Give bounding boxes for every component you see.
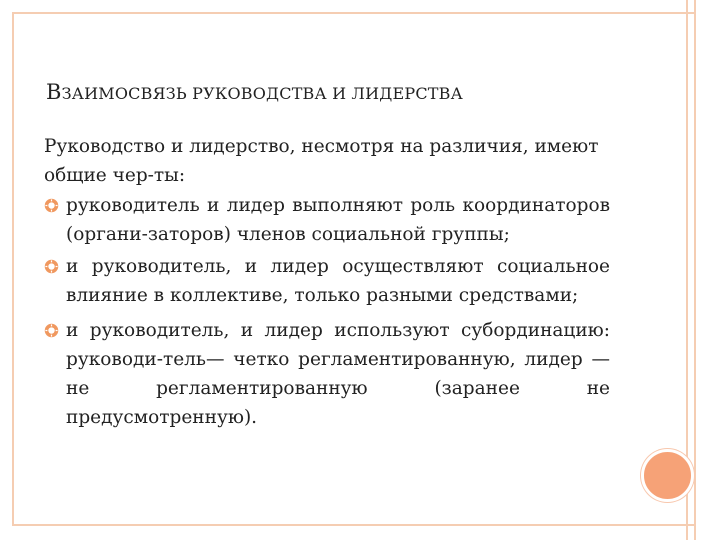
sun-bullet-icon [44,198,59,213]
bullet-item [44,191,610,249]
sun-bullet-icon [44,323,59,338]
bullet-item [44,316,610,432]
bullet-item [44,252,610,310]
bullet-text: и руководитель, и лидер осуществляют социальное влияние в коллективе, только разными средствами; [66,256,610,306]
slide-body [44,132,610,432]
sun-bullet-icon [44,259,59,274]
bullet-text: и руководитель, и лидер используют субординацию: руководи-тель— четко регламентированную, лидер — не регламентированную (заранее не предусмотренную). [66,320,610,428]
bullet-text: руководитель и лидер выполняют роль координаторов (органи-заторов) членов социальной группы; [66,195,610,245]
slide-title [46,80,463,104]
decor-line-right-2 [694,0,696,540]
intro-text: Руководство и лидерство, несмотря на различия, имеют общие чер-ты: [44,136,599,186]
orange-circle-decoration [641,449,694,502]
title-first-letter: В [46,80,62,104]
title-rest: ЗАИМОСВЯЗЬ РУКОВОДСТВА И ЛИДЕРСТВА [61,84,463,103]
